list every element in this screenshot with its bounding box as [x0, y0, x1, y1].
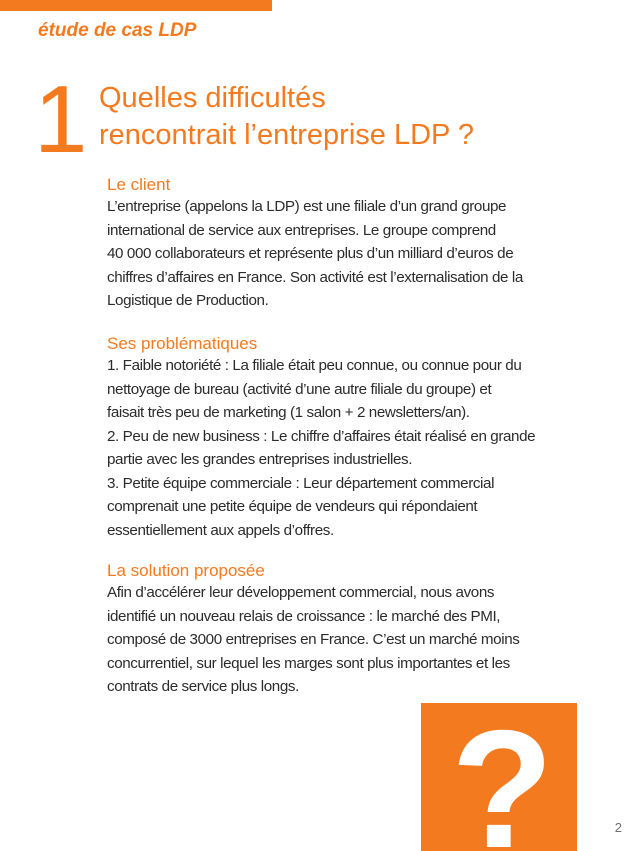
page-number: 2 — [614, 820, 622, 835]
document-tag: étude de cas LDP — [38, 20, 197, 41]
paragraph-line: essentiellement aux appels d’offres. — [107, 521, 334, 539]
paragraph-line: contrats de service plus longs. — [107, 678, 299, 695]
question-mark-icon: ? — [451, 703, 554, 851]
page-title-line-2: rencontrait l’entreprise LDP ? — [99, 119, 475, 151]
paragraph-line: faisait très peu de marketing (1 salon + 2 newsletters/an). — [107, 404, 470, 421]
section-body-problems — [107, 354, 607, 542]
section-heading-solution: La solution proposée — [107, 561, 265, 580]
section-body-client — [107, 195, 607, 313]
paragraph-line: comprenait une petite équipe de vendeurs qui répondaient — [107, 498, 478, 515]
paragraph-line: Logistique de Production. — [107, 292, 269, 309]
page-title — [99, 80, 474, 154]
paragraph-line: concurrentiel, sur lequel les marges sont plus importantes et les — [107, 654, 510, 672]
section-heading-client: Le client — [107, 175, 171, 194]
paragraph-line: 2. Peu de new business : Le chiffre d’affaires était réalisé en grande — [107, 427, 536, 445]
paragraph-line: 3. Petite équipe commerciale : Leur département commercial — [107, 474, 495, 492]
paragraph-line: nettoyage de bureau (activité d’une autre filiale du groupe) et — [107, 380, 492, 398]
paragraph-line: chiffres d’affaires en France. Son activité est l’externalisation de la — [107, 268, 523, 286]
section-heading-problems: Ses problématiques — [107, 334, 258, 353]
top-accent-bar — [0, 0, 272, 11]
page-title-line-1: Quelles difficultés — [99, 82, 326, 114]
paragraph-line: identifié un nouveau relais de croissance : le marché des PMI, — [107, 607, 501, 625]
paragraph-line: L’entreprise (appelons la LDP) est une filiale d’un grand groupe — [107, 198, 507, 215]
paragraph-line: composé de 3000 entreprises en France. C’est un marché moins — [107, 631, 520, 648]
section-problems — [107, 333, 607, 542]
question-mark-block — [421, 703, 577, 851]
section-client — [107, 174, 607, 313]
paragraph-line: 40 000 collaborateurs et représente plus d’un milliard d’euros de — [107, 245, 514, 262]
paragraph-line: international de service aux entreprises. Le groupe comprend — [107, 221, 496, 239]
paragraph-line: partie avec les grandes entreprises industrielles. — [107, 451, 413, 468]
section-number: 1 — [34, 66, 88, 173]
section-solution — [107, 560, 607, 699]
paragraph-line: Afin d’accélérer leur développement commercial, nous avons — [107, 584, 495, 601]
section-body-solution — [107, 581, 607, 699]
paragraph-line: 1. Faible notoriété : La filiale était peu connue, ou connue pour du — [107, 357, 522, 374]
